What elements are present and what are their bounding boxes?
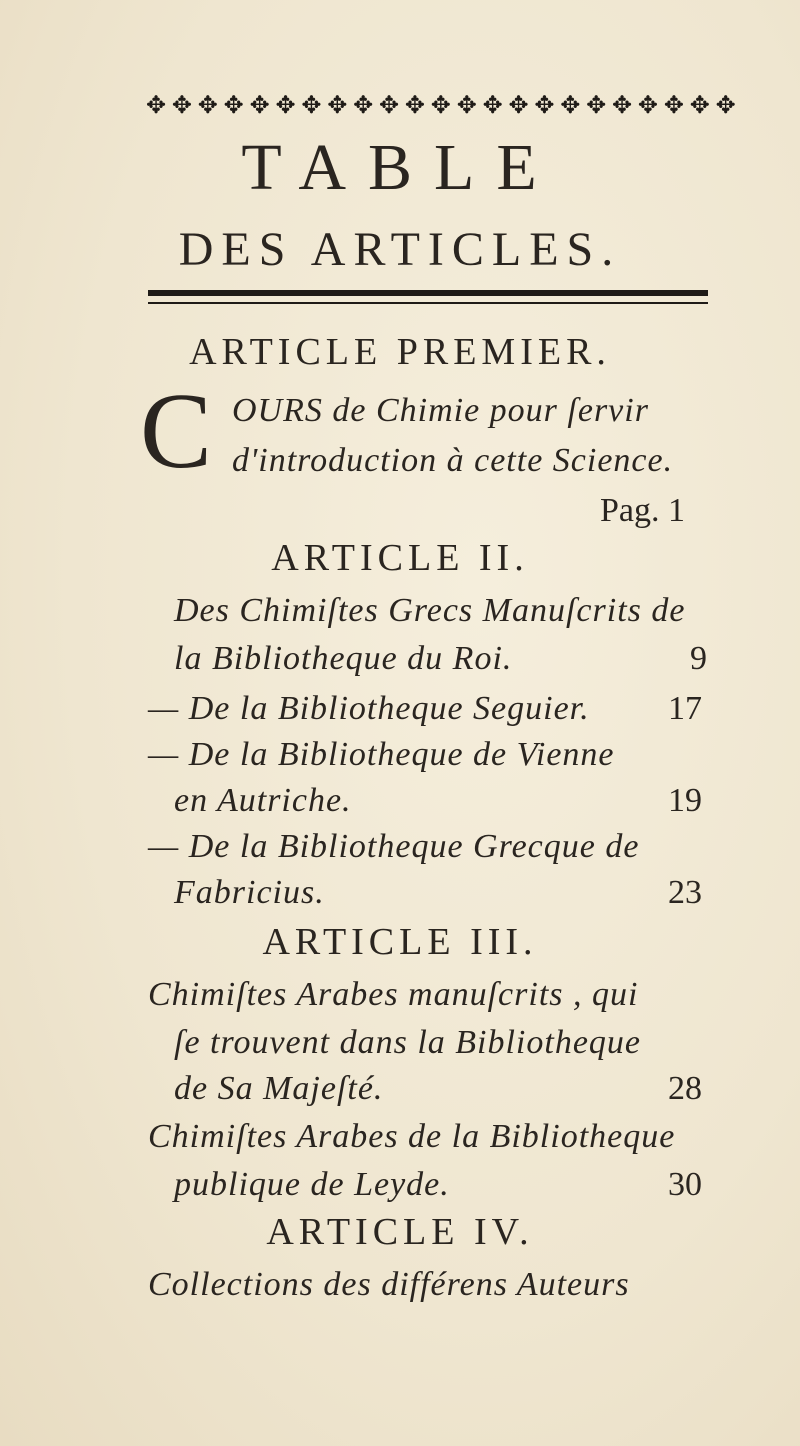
article-3-line-2: ſe trouvent dans la Bibliotheque	[174, 1024, 641, 1061]
ornament-glyph: ✥	[353, 91, 374, 119]
ornament-glyph: ✥	[508, 91, 529, 119]
article-3-line-4: Chimiſtes Arabes de la Bibliotheque	[148, 1118, 676, 1155]
ornament-glyph: ✥	[715, 91, 736, 119]
page-subtitle: DES ARTICLES.	[178, 223, 622, 276]
article-3-page-5: 30	[668, 1166, 702, 1203]
ornament-border	[146, 88, 736, 122]
article-1-page: Pag. 1	[600, 492, 685, 529]
ornament-glyph: ✥	[456, 91, 477, 119]
drop-cap: C	[140, 372, 213, 491]
ornament-glyph: ✥	[404, 91, 426, 119]
article-3-line-5: publique de Leyde.	[174, 1166, 450, 1203]
article-1-line-2: d'introduction à cette Science.	[232, 442, 674, 479]
article-2-page-7: 23	[668, 874, 702, 911]
thick-rule	[148, 290, 708, 296]
article-4-heading: ARTICLE IV.	[266, 1211, 534, 1253]
article-2-line-4: — De la Bibliotheque de Vienne	[148, 736, 615, 773]
article-3-line-3: de Sa Majeſté.	[174, 1070, 384, 1107]
ornament-glyph: ✥	[534, 91, 555, 119]
article-3-line-1: Chimiſtes Arabes manuſcrits , qui	[148, 976, 639, 1013]
ornament-glyph: ✥	[197, 91, 218, 119]
article-2-page-2: 9	[690, 640, 707, 677]
ornament-glyph: ✥	[379, 91, 400, 119]
article-2-line-7: Fabricius.	[174, 874, 325, 911]
ornament-glyph: ✥	[146, 91, 167, 119]
article-2-line-5: en Autriche.	[174, 782, 352, 819]
article-4-line-1: Collections des différens Auteurs	[148, 1266, 630, 1303]
ornament-glyph: ✥	[430, 91, 451, 119]
thin-rule	[148, 302, 708, 304]
article-1-heading: ARTICLE PREMIER.	[189, 331, 611, 373]
ornament-glyph: ✥	[586, 91, 607, 119]
article-2-page-3: 17	[668, 690, 702, 727]
ornament-glyph: ✥	[275, 91, 296, 119]
ornament-glyph: ✥	[223, 91, 244, 119]
article-1-line-1: OURS de Chimie pour ſervir	[232, 392, 649, 429]
article-2-line-6: — De la Bibliotheque Grecque de	[148, 828, 640, 865]
article-2-heading: ARTICLE II.	[271, 537, 529, 579]
article-2-line-1: Des Chimiſtes Grecs Manuſcrits de	[174, 592, 686, 629]
article-2-line-3: — De la Bibliotheque Seguier.	[148, 690, 590, 727]
ornament-glyph: ✥	[560, 91, 581, 119]
ornament-glyph: ✥	[482, 91, 503, 119]
article-2-page-5: 19	[668, 782, 702, 819]
ornament-glyph: ✥	[689, 91, 710, 119]
ornament-glyph: ✥	[637, 91, 659, 119]
ornament-glyph: ✥	[301, 91, 322, 119]
ornament-glyph: ✥	[327, 91, 348, 119]
ornament-glyph: ✥	[663, 91, 684, 119]
article-3-page-3: 28	[668, 1070, 702, 1107]
article-3-heading: ARTICLE III.	[262, 921, 538, 963]
ornament-glyph: ✥	[612, 91, 633, 119]
article-2-line-2: la Bibliotheque du Roi.	[174, 640, 513, 677]
page-title: TABLE	[241, 131, 559, 204]
ornament-glyph: ✥	[171, 91, 192, 119]
ornament-glyph: ✥	[249, 91, 270, 119]
